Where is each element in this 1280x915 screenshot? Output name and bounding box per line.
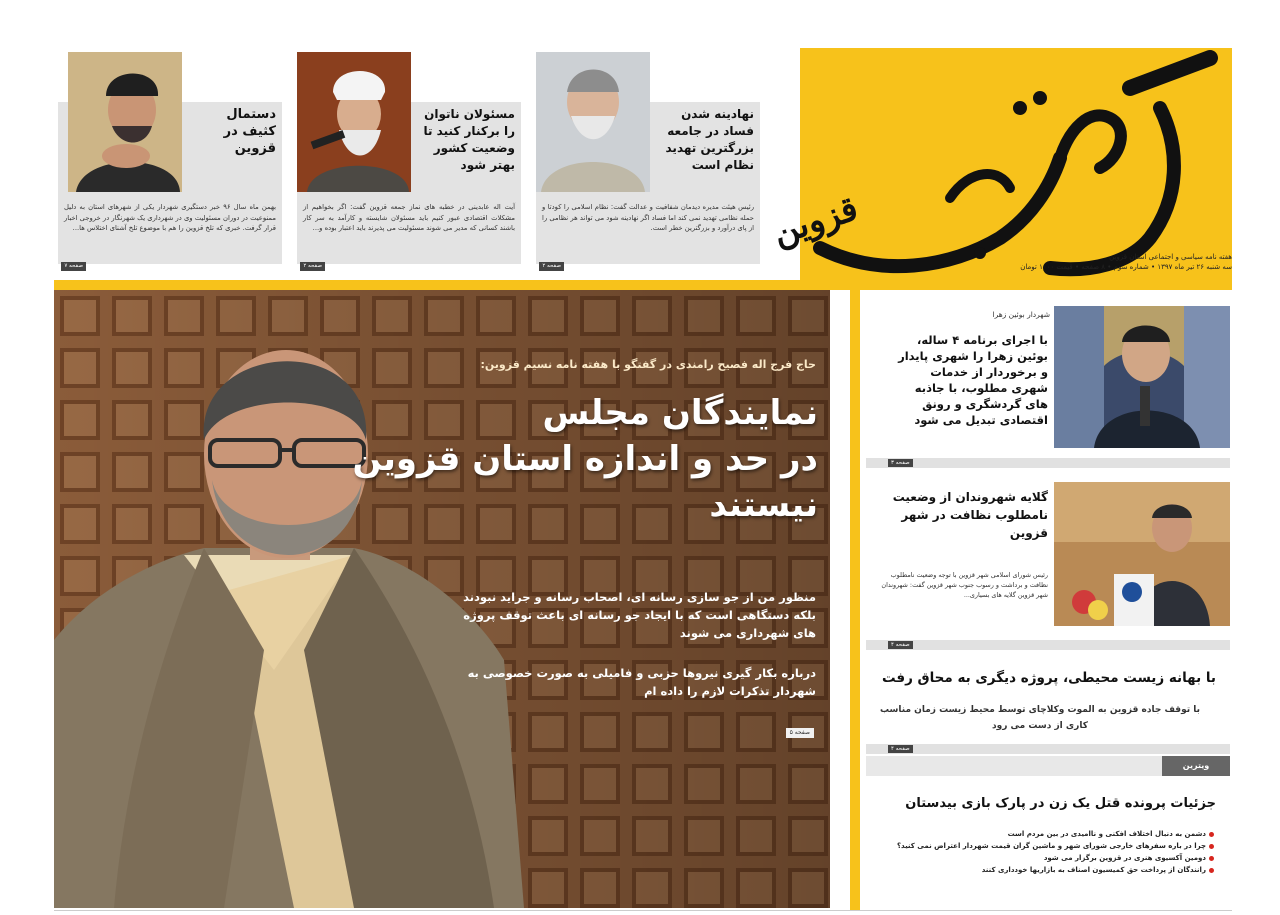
list-item[interactable]: دومین آکسیوی هنری در قزوین برگزار می شود bbox=[874, 852, 1214, 864]
hero-headline-line: در حد و اندازه استان قزوین bbox=[352, 439, 818, 479]
page-bottom-rule bbox=[54, 910, 1232, 911]
story-buin-zahra[interactable] bbox=[866, 306, 1230, 452]
page-tag: صفحه ۲ bbox=[539, 262, 564, 271]
teaser-body: بهمن ماه سال ۹۶ خبر دستگیری شهردار یکی از شهرهای استان به دلیل ممنوعیت در دوران مسئولیت وی در شهرداری یک شهرنگار در خروجی اخبار قرار گرفت. خبری که تلخ قزوین را هم با موضوع تلخ آشنای اختلاس ها... bbox=[64, 203, 277, 232]
hero-headline-line: نمایندگان مجلس bbox=[542, 393, 818, 433]
masthead-subtitle: هفته نامه سیاسی و اجتماعی استان قزوین bbox=[1109, 253, 1232, 261]
bullet-icon bbox=[1209, 856, 1214, 861]
story-divider bbox=[866, 458, 1230, 468]
teaser-body: رئیس هیئت مدیره دیدمان شفافیت و عدالت گفت: نظام اسلامی را کودتا و حمله نظامی تهدید نمی کند اما فساد اگر نهادینه شود می تواند هر نظامی را از پای درآورد و بزرگترین خطر است. bbox=[542, 203, 754, 232]
story-environment[interactable] bbox=[866, 664, 1230, 744]
teaser-body: آیت اله عابدینی در خطبه های نماز جمعه قزوین گفت: اگر بخواهیم از مشکلات اقتصادی عبور کنیم باید مسئولان شایسته و کارآمد به سر کار باشند کسانی که مدیر می شوند مسئولیت می پذیرند باید اعتبار بوده و... bbox=[303, 203, 515, 232]
teaser-dirty-handkerchief[interactable] bbox=[58, 102, 282, 269]
hero-subtitle-2: درباره بکار گیری نیروها حزبی و فامیلی به صورت خصوصی به شهردار تذکرات لازم را داده ام bbox=[467, 666, 816, 698]
page-tag: صفحه ۷ bbox=[61, 262, 86, 271]
teaser-officials[interactable] bbox=[297, 102, 521, 269]
list-item[interactable]: رانندگان از پرداخت حق کمیسیون اصناف به بازاریها خودداری کنند bbox=[874, 864, 1214, 876]
list-item[interactable]: چرا در باره سفرهای خارجی شورای شهر و ماشین گران قیمت شهردار اعتراض نمی کنید؟ bbox=[874, 840, 1214, 852]
vitrine-tag: ویترین bbox=[1162, 756, 1230, 776]
logo-sub-text: قزوین bbox=[767, 188, 863, 254]
story-subtitle: با توقف جاده قزوین به الموت وکلاچای توسط محیط زیست زمان مناسب کاری از دست می رود bbox=[880, 705, 1200, 731]
vitrine-section[interactable] bbox=[866, 756, 1230, 906]
hero-story[interactable] bbox=[54, 290, 830, 908]
page-tag: صفحه ۴ bbox=[888, 641, 913, 649]
story-photo bbox=[1054, 306, 1230, 448]
page-tag: صفحه ۳ bbox=[888, 459, 913, 467]
story-cleanliness[interactable] bbox=[866, 482, 1230, 630]
yellow-divider bbox=[54, 280, 1232, 290]
story-headline: گلایه شهروندان از وضعیت نامطلوب نظافت در شهر قزوین bbox=[892, 490, 1048, 540]
hero-kicker: حاج فرج اله فصیح رامندی در گفتگو با هفته نامه نسیم قزوین: bbox=[480, 358, 816, 371]
list-item[interactable]: دشمن به دنبال اختلاف افکنی و ناامیدی در بین مردم است bbox=[874, 828, 1214, 840]
bullet-icon bbox=[1209, 832, 1214, 837]
story-label: شهردار بوئین زهرا bbox=[992, 310, 1050, 319]
story-divider bbox=[866, 744, 1230, 754]
hero-headline-line: نیستند bbox=[709, 485, 818, 525]
bullet-icon bbox=[1209, 844, 1214, 849]
yellow-column-divider bbox=[850, 290, 860, 910]
page-tag: صفحه ۴ bbox=[888, 745, 913, 753]
story-headline: با اجرای برنامه ۴ ساله، بوئین زهرا را شهری پایدار و برخوردار از خدمات شهری مطلوب، با جاذبه های گردشگری و رونق اقتصادی تبدیل می شود bbox=[898, 333, 1048, 427]
vitrine-headline: جزئیات پرونده قتل یک زن در پارک بازی بیدستان bbox=[905, 796, 1216, 811]
teaser-corruption[interactable] bbox=[536, 102, 760, 269]
hero-headline bbox=[338, 390, 818, 528]
masthead-issue-line: سه شنبه ۲۶ تیر ماه ۱۳۹۷ • شماره سوم • ۸ صفحه • قیمت ۱۰۰۰ تومان bbox=[1020, 263, 1232, 271]
teaser-title: دستمال کثیف در قزوین bbox=[223, 107, 276, 156]
vitrine-list bbox=[874, 828, 1214, 876]
teaser-photo bbox=[68, 52, 182, 192]
masthead-info bbox=[994, 252, 1232, 272]
story-photo bbox=[1054, 482, 1230, 626]
vitrine-header-bar bbox=[866, 756, 1230, 776]
newspaper-logo bbox=[767, 48, 1232, 280]
teaser-title: مسئولان ناتوان را برکنار کنید تا وضعیت کشور بهتر شود bbox=[423, 107, 515, 172]
hero-subtitle-1: منظور من از جو سازی رسانه ای، اصحاب رسانه و جراید نبودند بلکه دستگاهی است که با ایجاد جو رسانه ای باعث توقف پروژه های شهرداری می شوند bbox=[463, 590, 816, 640]
page-tag: صفحه ۲ bbox=[300, 262, 325, 271]
story-headline: با بهانه زیست محیطی، پروژه دیگری به محاق رفت bbox=[881, 670, 1216, 686]
teaser-photo bbox=[297, 52, 411, 192]
teaser-title: نهادینه شدن فساد در جامعه بزرگترین تهدید نظام است bbox=[665, 107, 754, 172]
bullet-icon bbox=[1209, 868, 1214, 873]
page-tag: صفحه ۵ bbox=[786, 728, 814, 738]
story-body: رئیس شورای اسلامی شهر قزوین با توجه وضعیت نامطلوب نظافت و برداشت و رسوب جنوب شهر قزوین گفت: شهروندان شهر قزوین گلایه های بسیاری... bbox=[881, 571, 1048, 599]
teaser-photo bbox=[536, 52, 650, 192]
story-divider bbox=[866, 640, 1230, 650]
